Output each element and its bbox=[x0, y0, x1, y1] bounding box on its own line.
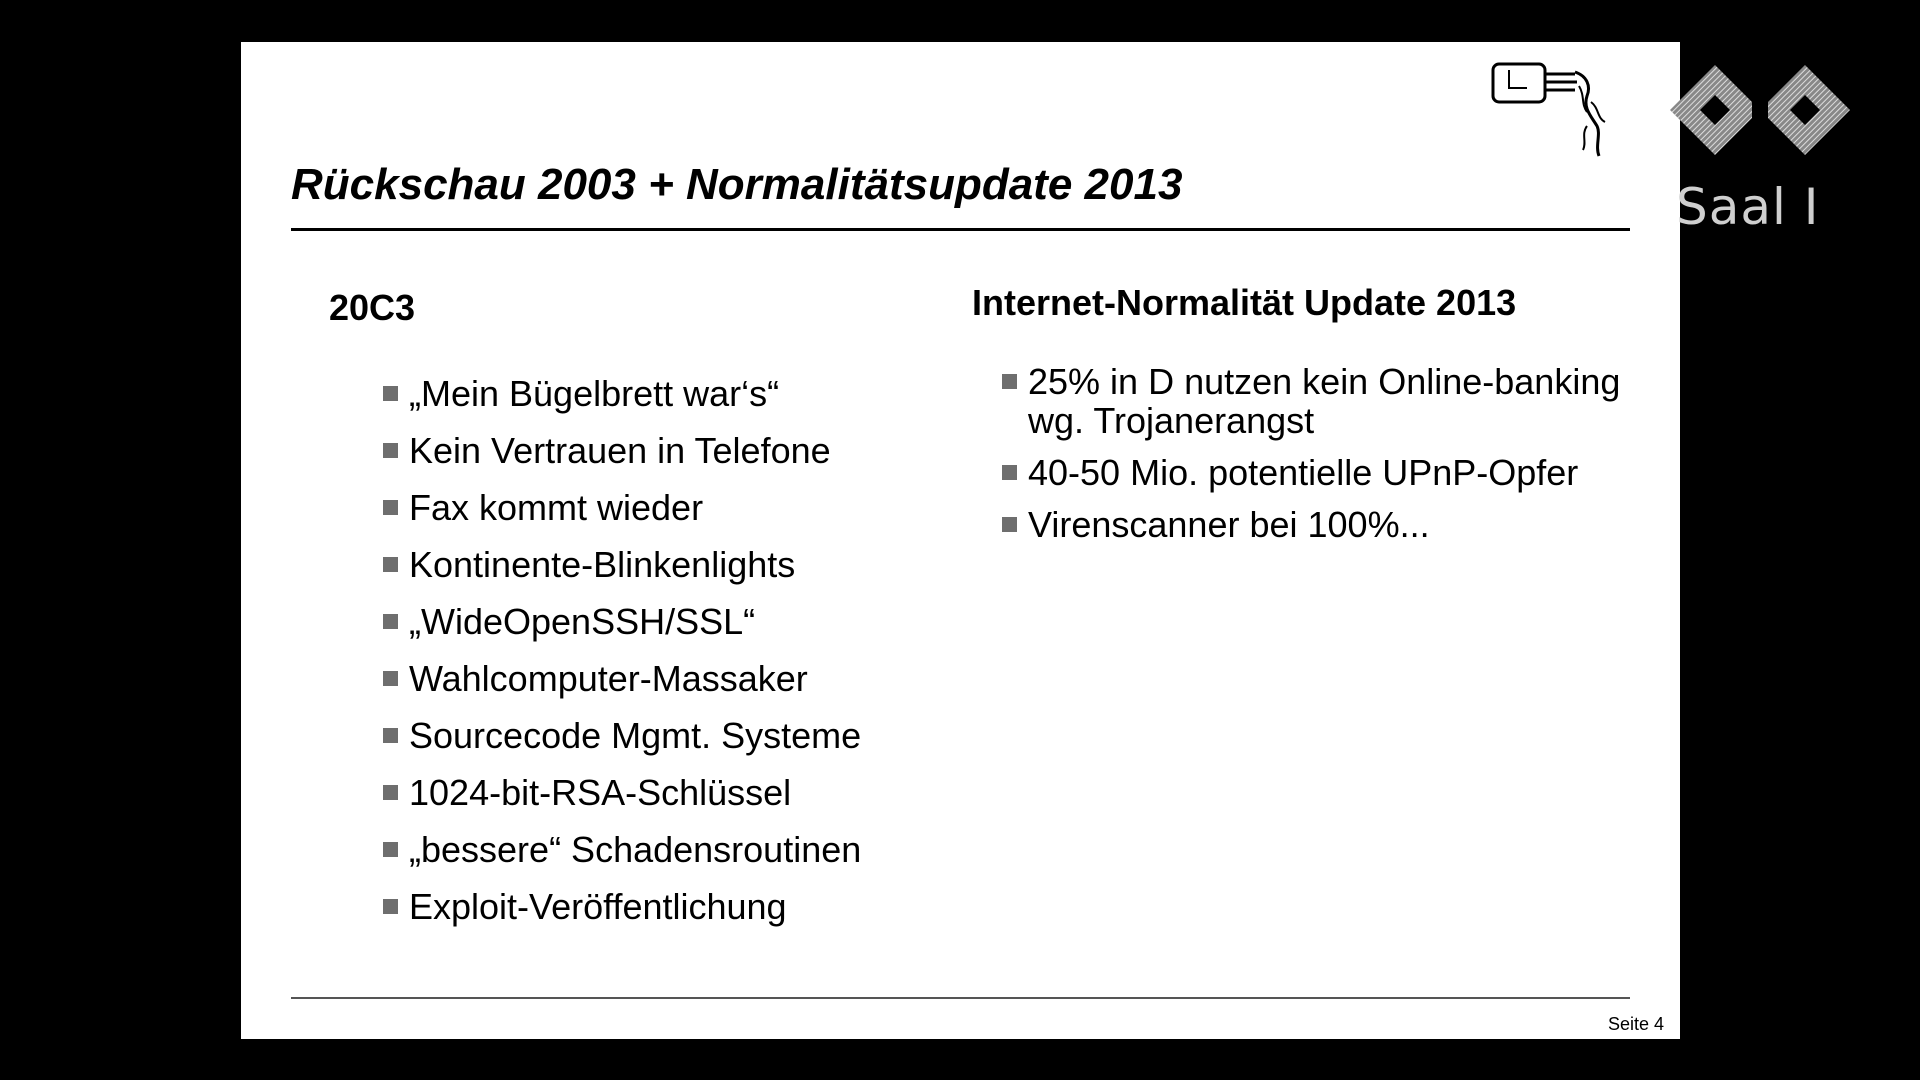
left-column-heading: 20C3 bbox=[329, 287, 416, 328]
list-item: Kein Vertrauen in Telefone bbox=[383, 431, 861, 470]
bullet-square-icon bbox=[1002, 465, 1017, 480]
list-item: „Mein Bügelbrett war‘s“ bbox=[383, 374, 861, 413]
bullet-square-icon bbox=[383, 614, 398, 629]
bullet-square-icon bbox=[383, 557, 398, 572]
bullet-square-icon bbox=[383, 899, 398, 914]
footer-divider bbox=[291, 997, 1630, 999]
list-item: Kontinente-Blinkenlights bbox=[383, 545, 861, 584]
list-item: „bessere“ Schadensroutinen bbox=[383, 830, 861, 869]
right-column-heading: Internet-Normalität Update 2013 bbox=[972, 282, 1517, 323]
list-item: Exploit-Veröffentlichung bbox=[383, 887, 861, 926]
bullet-square-icon bbox=[1002, 374, 1017, 389]
hand-plug-logo-icon bbox=[1487, 56, 1627, 166]
list-item: Sourcecode Mgmt. Systeme bbox=[383, 716, 861, 755]
list-item: Fax kommt wieder bbox=[383, 488, 861, 527]
bullet-square-icon bbox=[383, 671, 398, 686]
bullet-square-icon bbox=[1002, 517, 1017, 532]
bullet-square-icon bbox=[383, 785, 398, 800]
ccc-logo-icon bbox=[1660, 50, 1860, 170]
bullet-square-icon bbox=[383, 443, 398, 458]
title-divider bbox=[291, 228, 1630, 231]
list-item: 1024-bit-RSA-Schlüssel bbox=[383, 773, 861, 812]
bullet-square-icon bbox=[383, 500, 398, 515]
list-item: Wahlcomputer-Massaker bbox=[383, 659, 861, 698]
presentation-slide bbox=[241, 42, 1680, 1039]
right-bullet-list bbox=[1002, 362, 1622, 557]
bullet-square-icon bbox=[383, 728, 398, 743]
left-bullet-list bbox=[383, 374, 861, 944]
list-item: „WideOpenSSH/SSL“ bbox=[383, 602, 861, 641]
room-label: Saal I bbox=[1676, 178, 1820, 236]
slide-title: Rückschau 2003 + Normalitätsupdate 2013 bbox=[291, 160, 1183, 209]
list-item: 25% in D nutzen kein Online-banking wg. Trojanerangst bbox=[1002, 362, 1622, 440]
page-number: Seite 4 bbox=[1607, 1014, 1664, 1034]
bullet-square-icon bbox=[383, 386, 398, 401]
list-item: Virenscanner bei 100%... bbox=[1002, 505, 1622, 544]
list-item: 40-50 Mio. potentielle UPnP-Opfer bbox=[1002, 453, 1622, 492]
bullet-square-icon bbox=[383, 842, 398, 857]
